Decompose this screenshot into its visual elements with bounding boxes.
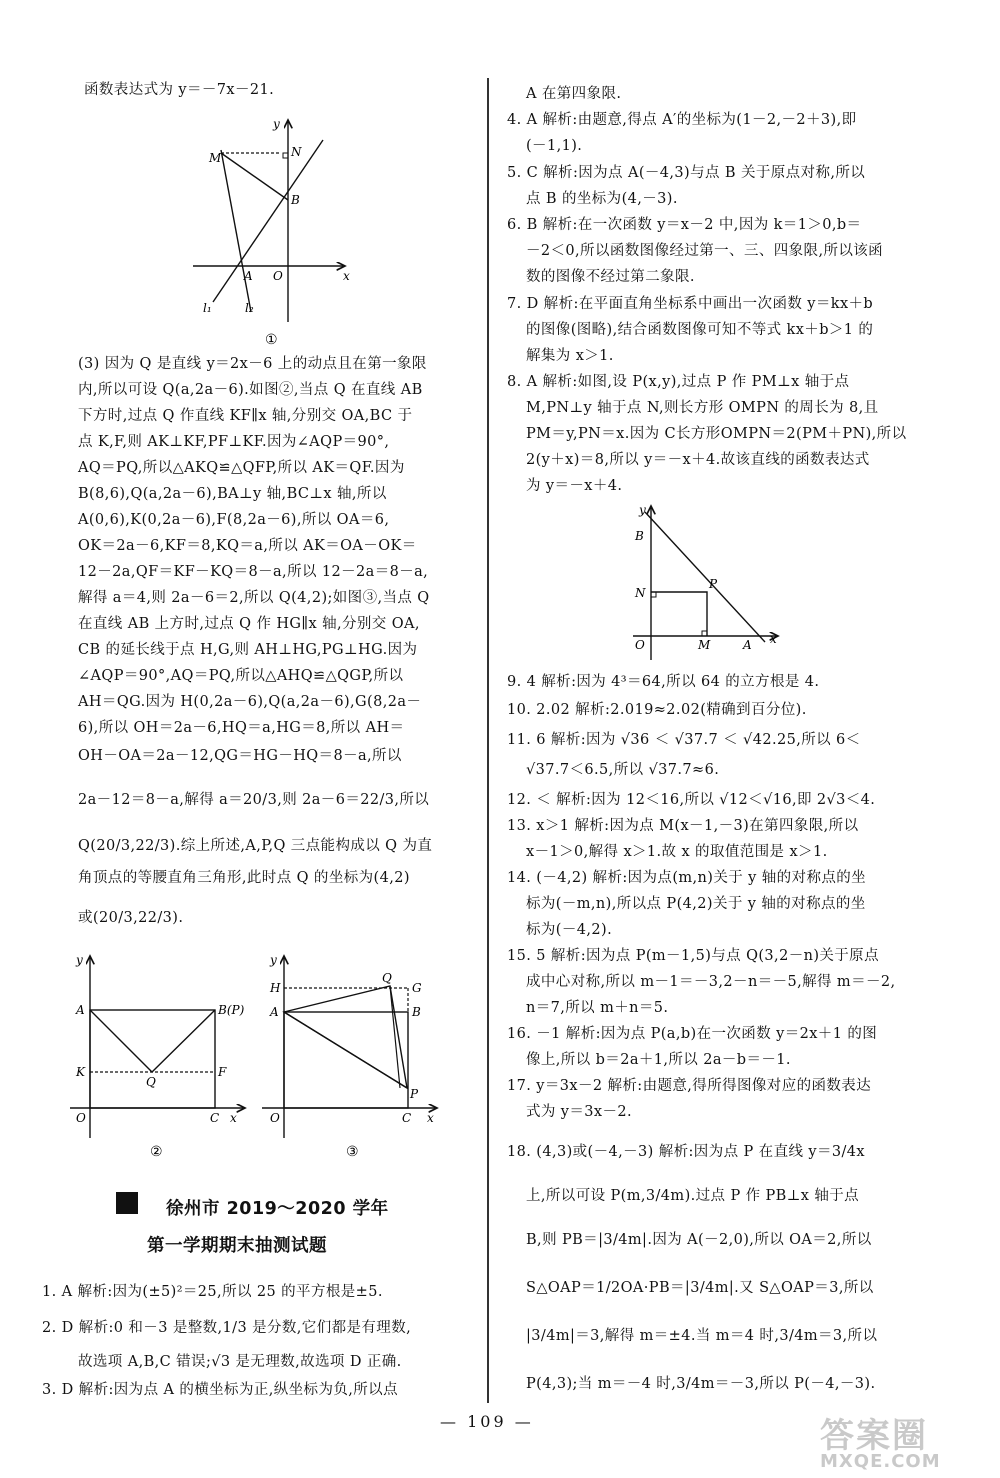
rectangle-oabc [90,1010,215,1108]
line-ab [645,512,765,642]
text-line: (－1,1). [526,138,583,154]
fig1-caption: ① [265,332,278,348]
text-line: S△OAP＝1/2OA·PB＝|3/4m|.又 S△OAP＝3,所以 [526,1280,874,1296]
fig2-label-c: C [210,1111,220,1125]
fig3-label-p: P [410,1087,419,1101]
fig4-label-y: y [639,503,646,517]
text-line: 式为 y＝3x－2. [526,1104,633,1120]
text-line: (3) 因为 Q 是直线 y＝2x－6 上的动点且在第一象限 [78,356,427,372]
fig4-label-b: B [635,529,644,543]
figure-4 [623,500,783,660]
text-line: 点 K,F,则 AK⊥KF,PF⊥KF.因为∠AQP＝90°, [78,434,390,450]
watermark-text: 答案圈 [820,1416,928,1456]
text-line: 在直线 AB 上方时,过点 Q 作 HG∥x 轴,分别交 OA, [78,616,420,632]
answer-line: 1. A 解析:因为(±5)²＝25,所以 25 的平方根是±5. [42,1284,383,1300]
text-line: 6),所以 OH＝2a－6,HQ＝a,HG＝8,所以 AH＝ [78,720,405,736]
text-line: 解得 a＝4,则 2a－6＝2,所以 Q(4,2);如图③,当点 Q [78,590,430,606]
text-line: 13. x＞1 解析:因为点 M(x－1,－3)在第四象限,所以 [507,818,859,834]
text-line: B,则 PB＝|3/4m|.因为 A(－2,0),所以 OA＝2,所以 [526,1232,872,1248]
triangle-aqp [284,986,407,1088]
text-line: 标为(－4,2). [526,922,613,938]
fig1-label-y: y [273,117,280,131]
line-mb [221,153,288,200]
text-line: 4. A 解析:由题意,得点 A′的坐标为(1－2,－2＋3),即 [507,112,857,128]
text-line: 2(y＋x)＝8,所以 y＝－x＋4.故该直线的函数表达式 [526,452,870,468]
text-line: 12. ＜ 解析:因为 12＜16,所以 √12＜√16,即 2√3＜4. [507,792,876,808]
text-line: 下方时,过点 Q 作直线 KF∥x 轴,分别交 OA,BC 于 [78,408,413,424]
fig3-label-g: G [412,981,422,995]
text-line: Q(20/3,22/3).综上所述,A,P,Q 三点能构成以 Q 为直 [78,838,433,854]
text-line: AQ＝PQ,所以△AKQ≌△QFP,所以 AK＝QF.因为 [78,460,405,476]
text-line: 9. 4 解析:因为 4³＝64,所以 64 的立方根是 4. [507,674,820,690]
fig4-label-m: M [698,638,711,652]
fig2-label-k: K [76,1065,85,1079]
fig1-label-a: A [244,269,253,283]
text-line: 7. D 解析:在平面直角坐标系中画出一次函数 y＝kx＋b [507,296,874,312]
fig1-label-b: B [291,193,300,207]
text-line: 或(20/3,22/3). [78,910,184,926]
figure-2 [70,948,250,1168]
text-line: 的图像(图略),结合函数图像可知不等式 kx＋b＞1 的 [526,322,874,338]
text-line: 标为(－m,n),所以点 P(4,2)关于 y 轴的对称点的坐 [526,896,866,912]
triangle-aqp [90,1010,215,1072]
text-line: 6. B 解析:在一次函数 y＝x－2 中,因为 k＝1＞0,b＝ [507,217,862,233]
fig3-caption: ③ [346,1144,359,1160]
text-line: x－1＞0,解得 x＞1.故 x 的取值范围是 x＞1. [526,844,828,860]
fig1-label-n: N [291,145,302,159]
fig2-label-o: O [76,1111,86,1125]
text-line: P(4,3);当 m＝－4 时,3/4m＝－3,所以 P(－4,－3). [526,1376,876,1392]
fig2-label-a: A [76,1003,85,1017]
fig4-label-n: N [635,586,646,600]
fig2-label-f: F [218,1065,227,1079]
text-line: 数的图像不经过第二象限. [526,269,695,285]
text-line: 成中心对称,所以 m－1＝－3,2－n＝－5,解得 m＝－2, [526,974,896,990]
rectangle-ompn [651,592,707,636]
text-line: 角顶点的等腰直角三角形,此时点 Q 的坐标为(4,2) [78,870,410,886]
text-line: 解集为 x＞1. [526,348,614,364]
fig2-label-y: y [76,953,83,967]
text-line: CB 的延长线于点 H,G,则 AH⊥HG,PG⊥HG.因为 [78,642,418,658]
right-angle-mark [283,153,288,158]
fig1-label-l2: l₂ [245,301,254,315]
fig2-label-q: Q [146,1075,156,1089]
text-line: AH＝QG.因为 H(0,2a－6),Q(a,2a－6),G(8,2a－ [78,694,422,710]
text-line: A(0,6),K(0,2a－6),F(8,2a－6),所以 OA＝6, [78,512,390,528]
text-line: B(8,6),Q(a,2a－6),BA⊥y 轴,BC⊥x 轴,所以 [78,486,387,502]
fig3-label-x: x [427,1111,434,1125]
fig4-label-x: x [770,632,777,646]
fig3-label-y: y [270,953,277,967]
text-line: ∠AQP＝90°,AQ＝PQ,所以△AHQ≌△QGP,所以 [78,668,404,684]
line-ap [284,1012,407,1088]
section-title-line1: 徐州市 2019～2020 学年 [166,1199,389,1219]
fig4-label-p: P [709,577,718,591]
answer-line: 2. D 解析:0 和－3 是整数,1/3 是分数,它们都是有理数, [42,1320,412,1336]
text-line: A 在第四象限. [526,86,622,102]
section-title-line2: 第一学期期末抽测试题 [147,1236,327,1256]
text-line: 17. y＝3x－2 解析:由题意,得所得图像对应的函数表达 [507,1078,872,1094]
answer-line: 故选项 A,B,C 错误;√3 是无理数,故选项 D 正确. [78,1354,402,1370]
text-line: 为 y＝－x＋4. [526,478,623,494]
fig1-label-l1: l₁ [203,301,212,315]
text-line: 上,所以可设 P(m,3/4m).过点 P 作 PB⊥x 轴于点 [526,1188,860,1204]
text-line: √37.7＜6.5,所以 √37.7≈6. [526,762,720,778]
text-line: 5. C 解析:因为点 A(－4,3)与点 B 关于原点对称,所以 [507,165,866,181]
text-line: 12－2a,QF＝KF－KQ＝8－a,所以 12－2a＝8－a, [78,564,429,580]
fig2-caption: ② [150,1144,163,1160]
right-angle-mark-n [651,592,656,597]
fig1-label-m: M [209,151,222,165]
fig3-label-o: O [270,1111,280,1125]
text-line: 10. 2.02 解析:2.019≈2.02(精确到百分位). [507,702,807,718]
text-line: 点 B 的坐标为(4,－3). [526,191,678,207]
right-angle-mark-m [702,631,707,636]
text-line: OH－OA＝2a－12,QG＝HG－HQ＝8－a,所以 [78,748,402,764]
fig3-label-h: H [270,981,281,995]
fig2-label-bp: B(P) [218,1003,245,1017]
rectangle-oabc [284,1012,408,1108]
text-line: n＝7,所以 m＋n＝5. [526,1000,669,1016]
text-line: |3/4m|＝3,解得 m＝±4.当 m＝4 时,3/4m＝3,所以 [526,1328,878,1344]
fig4-label-a: A [743,638,752,652]
line-l1 [213,140,323,302]
fig1-label-o: O [273,269,283,283]
text-line: 内,所以可设 Q(a,2a－6).如图②,当点 Q 在直线 AB [78,382,423,398]
fig2-label-x: x [230,1111,237,1125]
text-line: 8. A 解析:如图,设 P(x,y),过点 P 作 PM⊥x 轴于点 [507,374,850,390]
figure-3 [262,948,442,1168]
fig3-label-a: A [270,1005,279,1019]
text-line: 11. 6 解析:因为 √36 ＜ √37.7 ＜ √42.25,所以 6＜ [507,732,861,748]
text-line: 14. (－4,2) 解析:因为点(m,n)关于 y 轴的对称点的坐 [507,870,867,886]
fig3-label-q: Q [382,971,392,985]
text-line: PM＝y,PN＝x.因为 C长方形OMPN＝2(PM＋PN),所以 [526,426,907,442]
fig1-label-x: x [343,269,350,283]
line-l2 [221,150,251,312]
column-divider [487,78,489,1403]
answer-line: 3. D 解析:因为点 A 的横坐标为正,纵坐标为负,所以点 [42,1382,398,1398]
section-marker [116,1192,138,1214]
watermark-domain: MXQE.COM [820,1451,941,1472]
text-line: 15. 5 解析:因为点 P(m－1,5)与点 Q(3,2－n)关于原点 [507,948,879,964]
text-line: 函数表达式为 y＝－7x－21. [84,82,275,98]
text-line: 像上,所以 b＝2a＋1,所以 2a－b＝－1. [526,1052,791,1068]
fig3-label-b: B [412,1005,421,1019]
watermark [820,1408,941,1472]
text-line: 2a－12＝8－a,解得 a＝20/3,则 2a－6＝22/3,所以 [78,792,430,808]
text-line: OK＝2a－6,KF＝8,KQ＝a,所以 AK＝OA－OK＝ [78,538,417,554]
figure-1 [185,112,365,362]
fig4-label-o: O [635,638,645,652]
page-number: — 109 — [440,1412,534,1431]
text-line: 16. －1 解析:因为点 P(a,b)在一次函数 y＝2x＋1 的图 [507,1026,878,1042]
text-line: 18. (4,3)或(－4,－3) 解析:因为点 P 在直线 y＝3/4x [507,1144,865,1160]
text-line: －2＜0,所以函数图像经过第一、三、四象限,所以该函 [526,243,884,259]
fig3-label-c: C [402,1111,412,1125]
text-line: M,PN⊥y 轴于点 N,则长方形 OMPN 的周长为 8,且 [526,400,879,416]
